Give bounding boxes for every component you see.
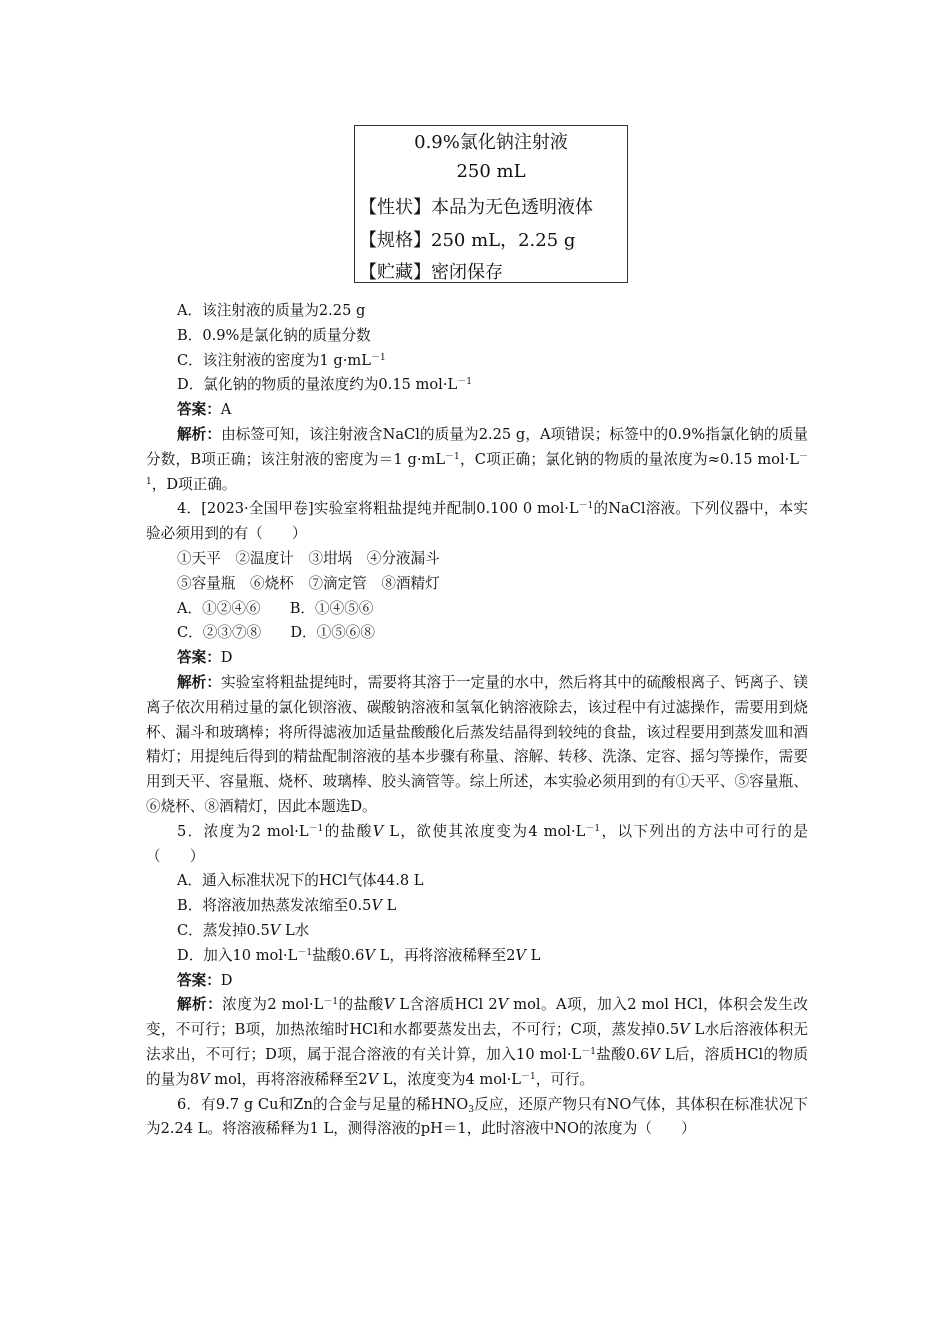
q5-option-d: D．加入10 $mol\cdot L^{-1}$盐酸0.6V L，再将溶液稀释至2V L [177, 946, 541, 964]
q4-items-1: ①天平 ②温度计 ③坩埚 ④分液漏斗 [177, 549, 440, 567]
label-volume: 250 mL [456, 161, 526, 182]
q5-answer: 答案：D [177, 971, 233, 989]
q4-stem: 4．[2023·全国甲卷]实验室将粗盐提纯并配制0.100 0 $mol\cdot L^{-1}$的NaCl溶液。下列仪器中，本实验必须用到的有（ ） [146, 500, 809, 543]
q5-option-b: B．将溶液加热蒸发浓缩至0.5V L [177, 897, 397, 915]
q3-option-b: B．0.9%是氯化钠的质量分数 [177, 326, 371, 344]
label-title: 0.9%氯化钠注射液 [414, 132, 568, 153]
document-body [146, 299, 808, 1142]
q5-option-c: C．蒸发掉0.5V L水 [177, 921, 310, 939]
q5-analysis: 解析：浓度为2 $mol\cdot L^{-1}$的盐酸V L含溶质HCl 2V mol。A项，加入2 mol HCl，体积会发生改变，不可行；B项，加热浓缩时HCl和水都要蒸发出去，不可行；C项，蒸发掉0.5V L水后溶液体积无法求出，不可行；D项，属于混合溶液的有关计算，加入10 $mol\cdot L^{-1}$盐酸0.6V L后，溶质HCl的物质的量为8V mol，再将溶液稀释至2V L，浓度变为4 $mol\cdot L^{-1}$，可行。 [146, 996, 808, 1088]
q4-analysis: 解析：实验室将粗盐提纯时，需要将其溶于一定量的水中，然后将其中的硫酸根离子、钙离子、镁离子依次用稍过量的氯化钡溶液、碳酸钠溶液和氢氧化钠溶液除去，该过程中有过滤操作，需要用到烧杯、漏斗和玻璃棒；将所得滤液加适量盐酸酸化后蒸发结晶得到较纯的食盐，该过程要用到蒸发皿和酒精灯；用提纯后得到的精盐配制溶液的基本步骤有称量、溶解、转移、洗涤、定容、摇匀等操作，需要用到天平、容量瓶、烧杯、玻璃棒、胶头滴管等。综上所述，本实验必须用到的有①天平、⑤容量瓶、⑥烧杯、⑧酒精灯，因此本题选D。 [146, 673, 808, 815]
q3-option-d: D．氯化钠的物质的量浓度约为0.15 $mol\cdot L^{-1}$ [177, 376, 472, 394]
q3-option-a: A．该注射液的质量为2.25 g [177, 302, 366, 319]
q6-stem: 6．有9.7 g Cu和Zn的合金与足量的稀$HNO_3$反应，还原产物只有NO气体，其体积在标准状况下为2.24 L。将溶液稀释为1 L，测得溶液的pH＝1，此时溶液中NO的浓度为（ ） [146, 1095, 808, 1138]
q3-answer: 答案：A [177, 401, 232, 419]
q5-option-a: A．通入标准状况下的HCl气体44.8 L [177, 872, 424, 890]
q5-stem: 5．浓度为2 $mol\cdot L^{-1}$的盐酸V L，欲使其浓度变为4 $mol\cdot L^{-1}$，以下列出的方法中可行的是（ ） [146, 822, 808, 865]
q4-options-1: A．①②④⑥ B．①④⑤⑥ [177, 599, 374, 617]
q4-options-2: C．②③⑦⑧ D．①⑤⑥⑧ [177, 624, 375, 642]
label-property: 【性状】本品为无色透明液体 [359, 197, 593, 218]
q4-items-2: ⑤容量瓶 ⑥烧杯 ⑦滴定管 ⑧酒精灯 [177, 574, 440, 592]
q3-analysis: 解析：由标签可知，该注射液含NaCl的质量为2.25 g，A项错误；标签中的0.9%指氯化钠的质量分数，B项正确；该注射液的密度为＝1 $g\cdot mL^{-1}$，C项正确；氯化钠的物质的量浓度为≈0.15 $mol\cdot L^{-1}$，D项正确。 [146, 425, 808, 493]
label-storage: 【贮藏】密闭保存 [359, 262, 503, 283]
q3-option-c: C．该注射液的密度为1 $g\cdot mL^{-1}$ [177, 351, 386, 369]
q4-answer: 答案：D [177, 649, 233, 667]
drug-label-box [354, 125, 628, 283]
label-spec: 【规格】250 mL，2.25 g [359, 230, 576, 251]
